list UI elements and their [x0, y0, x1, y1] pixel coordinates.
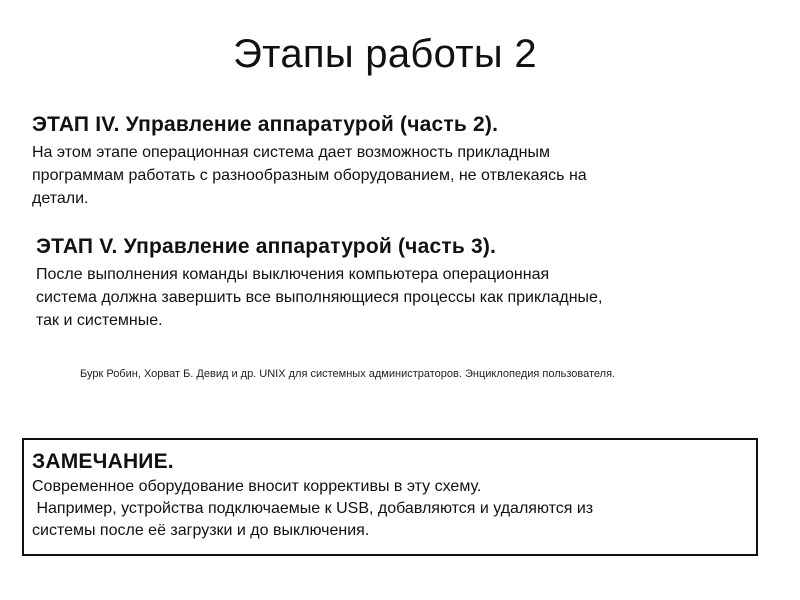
stage-5-text-line: так и системные.	[36, 312, 163, 329]
stage-5-text-line: система должна завершить все выполняющиеся процессы как прикладные,	[36, 289, 603, 306]
note-text-line: Современное оборудование вносит коррективы в эту схему.	[32, 478, 482, 495]
note-text-line: системы после её загрузки и до выключения.	[32, 522, 370, 539]
stage-5-heading: ЭТАП V. Управление аппаратурой (часть 3).	[36, 235, 497, 258]
stage-4-text-line: На этом этапе операционная система дает возможность прикладным	[32, 144, 550, 161]
stage-5-text-line: После выполнения команды выключения компьютера операционная	[36, 266, 550, 283]
stage-4-text-line: программам работать с разнообразным оборудованием, не отвлекаясь на	[32, 167, 587, 184]
slide-title: Этапы работы 2	[233, 32, 537, 76]
stage-4-heading: ЭТАП IV. Управление аппаратурой (часть 2).	[32, 113, 499, 136]
stage-4-block	[32, 111, 752, 210]
stage-4-text-line: детали.	[32, 190, 89, 207]
note-text-line: Например, устройства подключаемые к USB, добавляются и удаляются из	[32, 500, 594, 517]
reference-citation: Бурк Робин, Хорват Б. Девид и др. UNIX для системных администраторов. Энциклопедия пользователя.	[80, 368, 616, 380]
stage-5-block	[36, 233, 756, 332]
note-box	[22, 438, 758, 556]
note-heading: ЗАМЕЧАНИЕ.	[32, 450, 174, 473]
